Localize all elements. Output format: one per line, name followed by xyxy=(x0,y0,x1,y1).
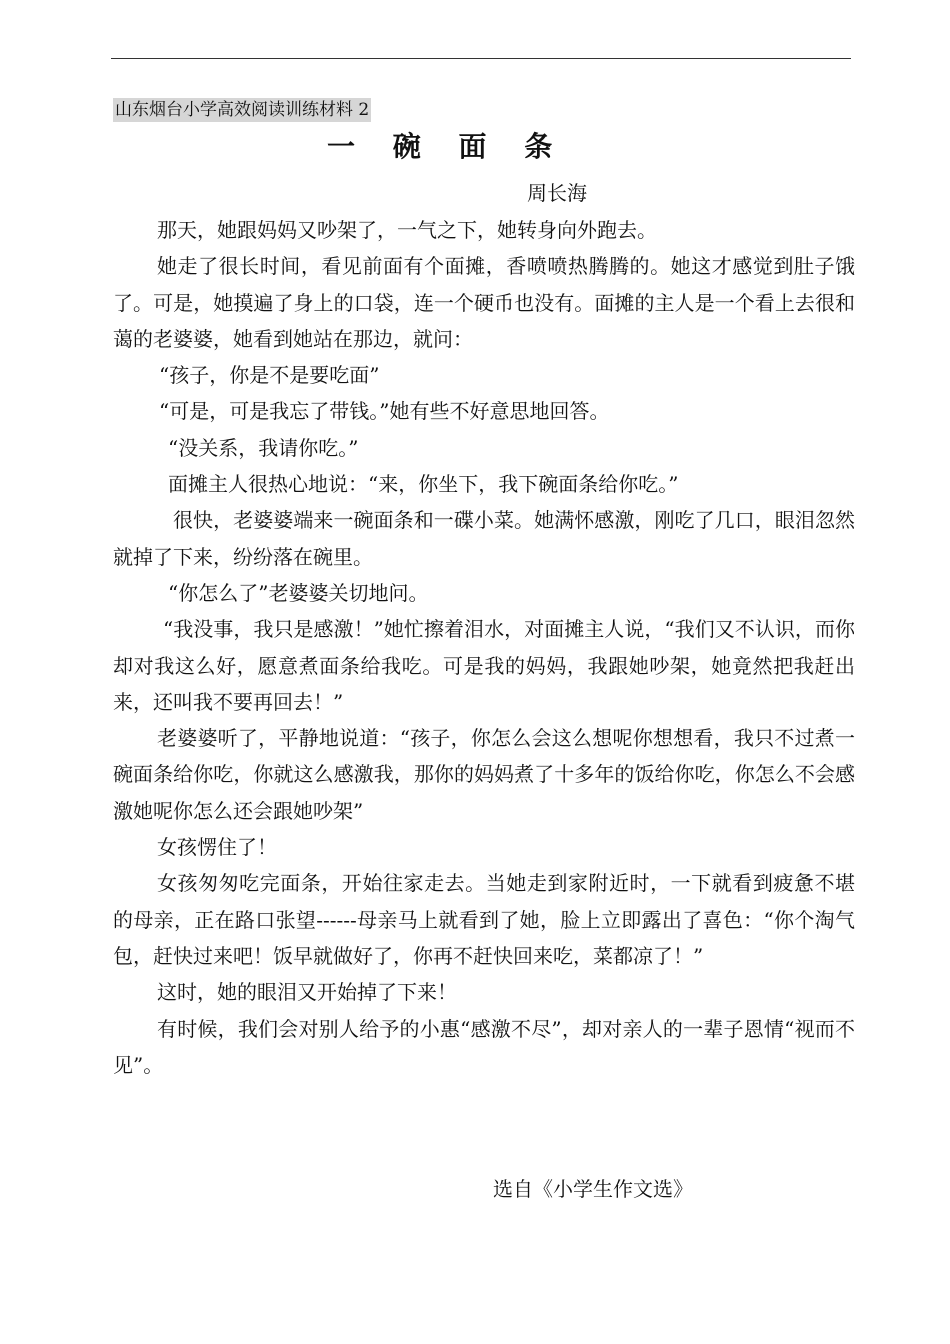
paragraph: “可是，可是我忘了带钱。”她有些不好意思地回答。 xyxy=(159,399,610,424)
paragraph: 女孩匆匆吃完面条，开始往家走去。当她走到家附近时，一下就看到疲惫不堪的母亲，正在路口张望------母亲马上就看到了她，脸上立即露出了喜色：“你个淘气包，赶快过来吧！饭早就做好了，你再不赶快回来吃，菜都凉了！” xyxy=(113,871,855,968)
paragraph: “你怎么了”老婆婆关切地问。 xyxy=(168,580,429,605)
article-title: 一 碗 面 条 xyxy=(327,130,567,163)
paragraph: 面摊主人很热心地说：“来，你坐下，我下碗面条给你吃。” xyxy=(168,472,679,497)
paragraph: “我没事，我只是感激！”她忙擦着泪水，对面摊主人说，“我们又不认识，而你却对我这么好，愿意煮面条给我吃。可是我的妈妈，我跟她吵架，她竟然把我赶出来，还叫我不要再回去！” xyxy=(113,617,855,714)
paragraph: 她走了很长时间，看见前面有个面摊，香喷喷热腾腾的。她这才感觉到肚子饿了。可是，她摸遍了身上的口袋，连一个硬币也没有。面摊的主人是一个看上去很和蔼的老婆婆，她看到她站在那边，就问： xyxy=(113,254,855,351)
paragraph: “没关系，我请你吃。” xyxy=(168,435,359,460)
header-rule xyxy=(111,58,851,59)
header-tag: 山东烟台小学高效阅读训练材料 2 xyxy=(115,100,370,120)
article-body xyxy=(113,212,855,1083)
paragraph: 有时候，我们会对别人给予的小惠“感激不尽”，却对亲人的一辈子恩情“视而不见”。 xyxy=(113,1016,855,1077)
paragraph: “孩子，你是不是要吃面” xyxy=(159,363,380,388)
paragraph: 很快，老婆婆端来一碗面条和一碟小菜。她满怀感激，刚吃了几口，眼泪忽然就掉了下来，纷纷落在碗里。 xyxy=(113,508,855,569)
paragraph: 那天，她跟妈妈又吵架了，一气之下，她转身向外跑去。 xyxy=(157,218,657,242)
article-author: 周长海 xyxy=(527,181,587,205)
paragraph: 老婆婆听了，平静地说道：“孩子，你怎么会这么想呢你想想看，我只不过煮一碗面条给你吃，你就这么感激我，那你的妈妈煮了十多年的饭给你吃，你怎么不会感激她呢你怎么还会跟她吵架” xyxy=(113,726,855,823)
paragraph: 这时，她的眼泪又开始掉了下来！ xyxy=(157,980,457,1005)
paragraph: 女孩愣住了！ xyxy=(157,835,277,860)
article-source: 选自《小学生作文选》 xyxy=(493,1177,693,1201)
